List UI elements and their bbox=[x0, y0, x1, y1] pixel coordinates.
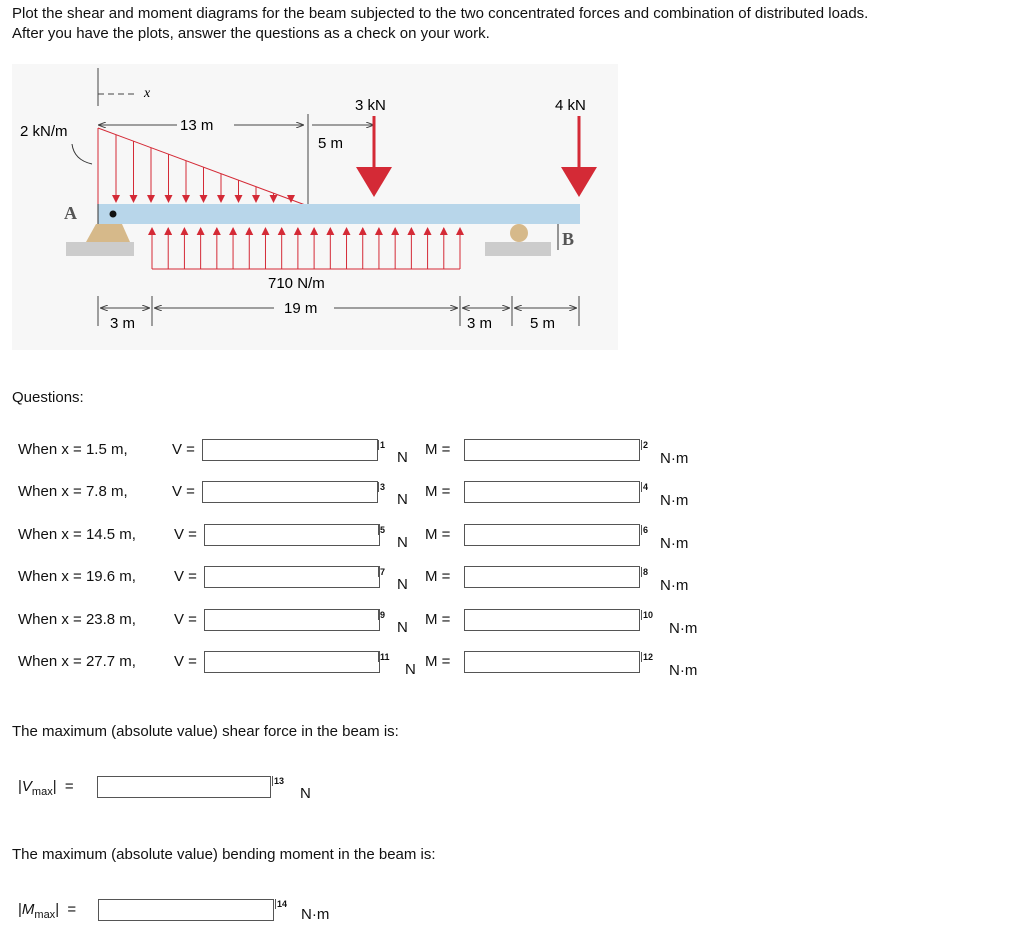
shear-tag: 5 bbox=[380, 525, 386, 535]
shear-unit: N bbox=[397, 619, 408, 636]
shear-input[interactable] bbox=[204, 609, 380, 631]
moment-input[interactable] bbox=[464, 481, 640, 503]
v-label: V = bbox=[174, 653, 197, 670]
vmax-label: $|V_{max}|$ = bbox=[18, 778, 74, 798]
moment-unit: N·m bbox=[660, 450, 689, 467]
pin-A bbox=[110, 211, 117, 218]
question-when: When x = 1.5 m, bbox=[18, 441, 128, 458]
dim-13m: 13 m bbox=[180, 117, 214, 134]
m-label: M = bbox=[425, 483, 451, 500]
dim-5m-top: 5 m bbox=[318, 135, 344, 152]
beam bbox=[98, 204, 580, 224]
m-label: M = bbox=[425, 611, 451, 628]
shear-input[interactable] bbox=[202, 481, 378, 503]
moment-input[interactable] bbox=[464, 651, 640, 673]
v-label: V = bbox=[174, 526, 197, 543]
vmax-input[interactable] bbox=[97, 776, 271, 798]
support-B-label: B bbox=[562, 229, 575, 249]
dim-3m-right: 3 m bbox=[467, 315, 493, 332]
v-label: V = bbox=[174, 611, 197, 628]
moment-tag: 8 bbox=[643, 567, 649, 577]
mmax-sub: max bbox=[34, 909, 56, 921]
shear-tag: 3 bbox=[380, 482, 386, 492]
m-label: M = bbox=[425, 441, 451, 458]
moment-unit: N·m bbox=[660, 577, 689, 594]
v-label: V = bbox=[172, 483, 195, 500]
force-4kN-label: 4 kN bbox=[555, 97, 586, 114]
moment-tag: 10 bbox=[643, 610, 654, 620]
shear-tag: 9 bbox=[380, 610, 386, 620]
mmax-input[interactable] bbox=[98, 899, 274, 921]
shear-unit: N bbox=[397, 534, 408, 551]
max-shear-text: The maximum (absolute value) shear force in the beam is: bbox=[12, 723, 399, 740]
question-when: When x = 7.8 m, bbox=[18, 483, 128, 500]
moment-input[interactable] bbox=[464, 439, 640, 461]
question-row bbox=[18, 480, 1018, 510]
moment-input[interactable] bbox=[464, 524, 640, 546]
v-label: V = bbox=[174, 568, 197, 585]
question-when: When x = 19.6 m, bbox=[18, 568, 136, 585]
dim-19m: 19 m bbox=[284, 300, 318, 317]
v-label: V = bbox=[172, 441, 195, 458]
questions-heading: Questions: bbox=[12, 389, 84, 406]
question-row bbox=[18, 608, 1018, 638]
force-3kN-label: 3 kN bbox=[355, 97, 386, 114]
dim-3m-left: 3 m bbox=[110, 315, 136, 332]
mmax-tag: 14 bbox=[277, 899, 288, 909]
moment-tag: 4 bbox=[643, 482, 649, 492]
moment-input[interactable] bbox=[464, 566, 640, 588]
question-row bbox=[18, 650, 1018, 680]
moment-input[interactable] bbox=[464, 609, 640, 631]
beam-figure bbox=[12, 64, 618, 350]
moment-tag: 6 bbox=[643, 525, 649, 535]
vmax-tag: 13 bbox=[274, 776, 285, 786]
problem-statement bbox=[12, 4, 1012, 44]
moment-unit: N·m bbox=[660, 492, 689, 509]
question-row bbox=[18, 565, 1018, 595]
beam-diagram bbox=[12, 64, 618, 350]
mmax-unit: N·m bbox=[301, 906, 330, 923]
question-when: When x = 14.5 m, bbox=[18, 526, 136, 543]
mmax-symbol: M bbox=[21, 901, 35, 918]
x-axis-label: x bbox=[144, 86, 151, 101]
question-when: When x = 27.7 m, bbox=[18, 653, 136, 670]
vmax-sub: max bbox=[31, 786, 53, 798]
shear-unit: N bbox=[397, 449, 408, 466]
shear-input[interactable] bbox=[204, 651, 380, 673]
max-moment-text: The maximum (absolute value) bending moment in the beam is: bbox=[12, 846, 436, 863]
vmax-symbol: V bbox=[21, 778, 32, 795]
shear-unit: N bbox=[405, 661, 416, 678]
moment-unit: N·m bbox=[669, 662, 698, 679]
shear-tag: 1 bbox=[380, 440, 386, 450]
moment-tag: 12 bbox=[643, 652, 654, 662]
uniform-load-label: 710 N/m bbox=[268, 275, 325, 292]
support-A-label: A bbox=[64, 203, 77, 223]
shear-tag: 7 bbox=[380, 567, 386, 577]
moment-unit: N·m bbox=[660, 535, 689, 552]
dim-5m-bottom: 5 m bbox=[530, 315, 556, 332]
moment-tag: 2 bbox=[643, 440, 649, 450]
shear-input[interactable] bbox=[204, 524, 380, 546]
dist-load-label: 2 kN/m bbox=[20, 123, 68, 140]
problem-line-2: After you have the plots, answer the questions as a check on your work. bbox=[12, 25, 490, 42]
shear-tag: 11 bbox=[380, 652, 390, 662]
mmax-label: $|M_{max}|$ = bbox=[18, 901, 77, 921]
shear-unit: N bbox=[397, 491, 408, 508]
m-label: M = bbox=[425, 568, 451, 585]
problem-line-1: Plot the shear and moment diagrams for the beam subjected to the two concentrated forces and combination of distributed loads. bbox=[12, 5, 869, 22]
shear-input[interactable] bbox=[204, 566, 380, 588]
shear-input[interactable] bbox=[202, 439, 378, 461]
moment-unit: N·m bbox=[669, 620, 698, 637]
question-row bbox=[18, 523, 1018, 553]
m-label: M = bbox=[425, 653, 451, 670]
question-row bbox=[18, 438, 1018, 468]
vmax-unit: N bbox=[300, 785, 311, 802]
question-when: When x = 23.8 m, bbox=[18, 611, 136, 628]
m-label: M = bbox=[425, 526, 451, 543]
shear-unit: N bbox=[397, 576, 408, 593]
